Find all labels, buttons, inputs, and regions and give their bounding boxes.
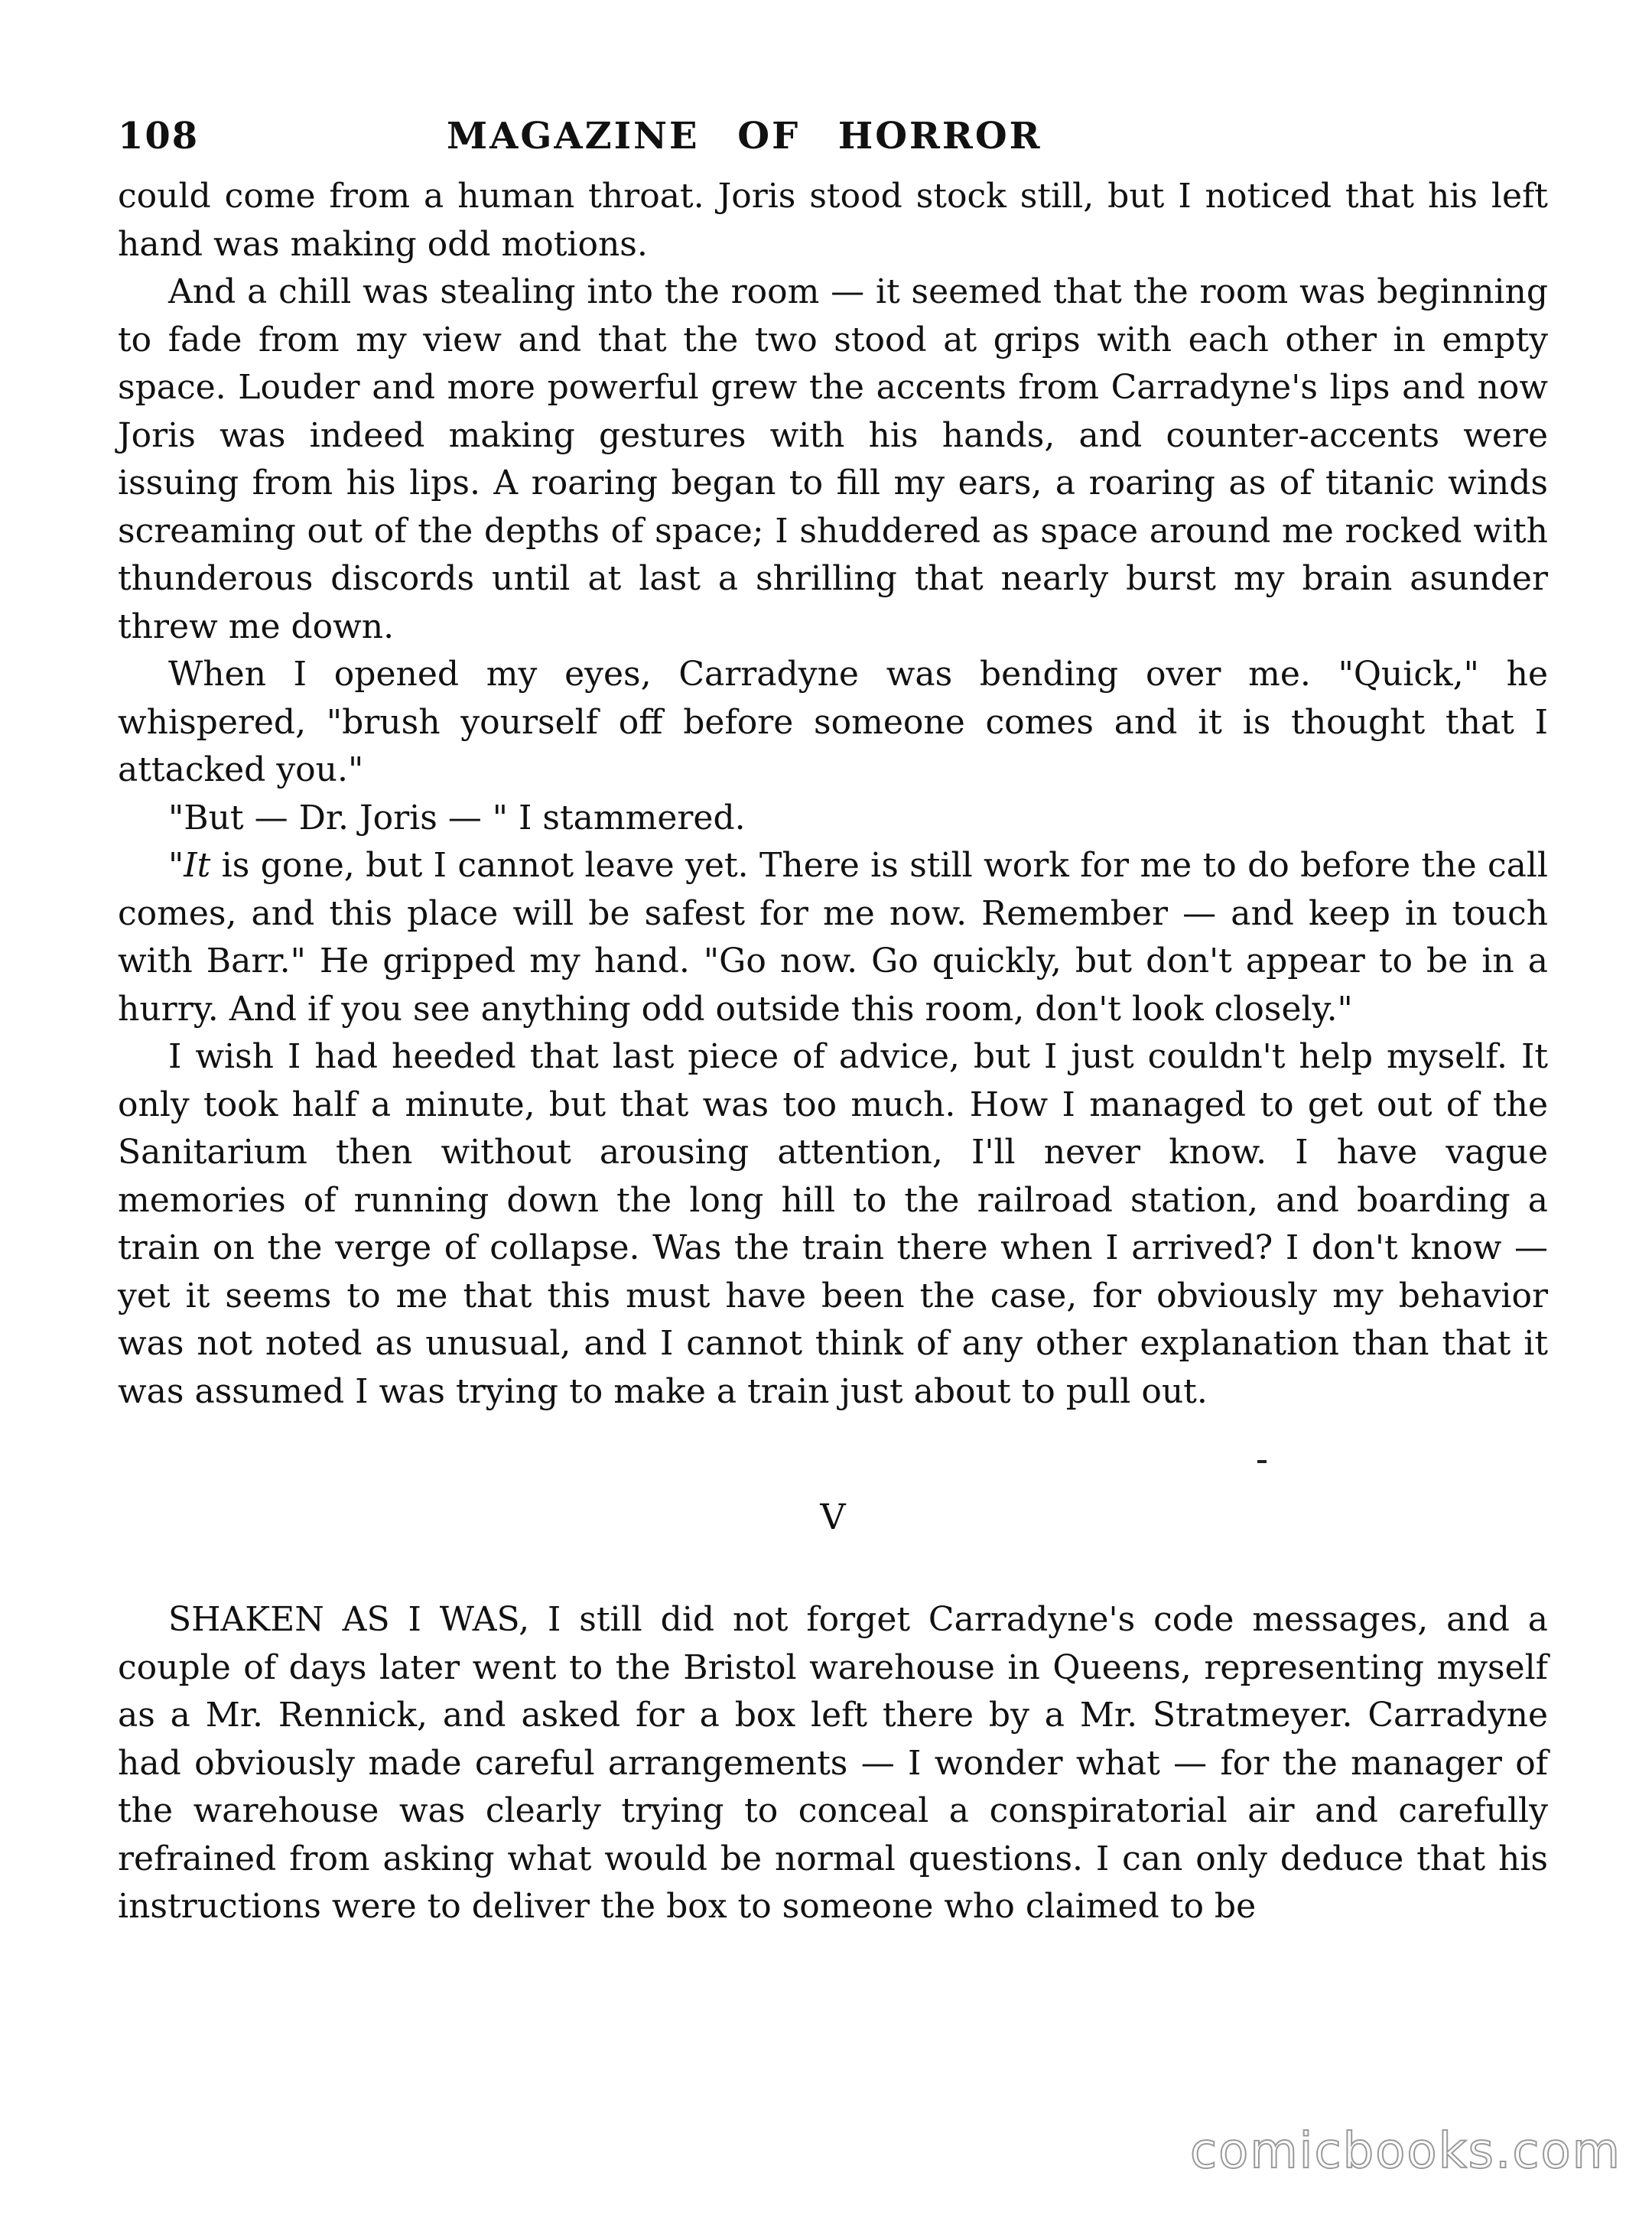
- paragraph-2: And a chill was stealing into the room — it seemed that the room was beginning to fade from my view and that the two stood at grips with each other in empty space. Louder and more powerful grew the accents from Carradyne's lips and now Joris was indeed making gestures with his hands, and counter-accents were issuing from his lips. A roaring began to fill my ears, a roaring as of titanic winds screaming out of the depths of space; I shuddered as space around me rocked with thunderous discords until at last a shrilling that nearly burst my brain asunder threw me down.: [118, 272, 1548, 646]
- book-page: [118, 115, 1548, 1931]
- paragraph-5: [118, 842, 1548, 1033]
- body-text: [118, 173, 1548, 1931]
- section-numeral: V: [820, 1496, 846, 1537]
- section-heading: [118, 1494, 1548, 1556]
- paragraph-1: could come from a human throat. Joris stood stock still, but I noticed that his left hand was making odd motions.: [118, 177, 1548, 264]
- running-head: [118, 115, 1548, 173]
- section-mark: [1257, 1460, 1267, 1463]
- paragraph-5-text: is gone, but I cannot leave yet. There is still work for me to do before the call comes, and this place will be safest for me now. Remember — and keep in touch with Barr." He gripped my hand. "Go now. Go quickly, but don't appear to be in a hurry. And if you see anything odd outside this room, don't look closely.": [118, 846, 1548, 1029]
- magazine-title: MAGAZINE OF HORROR: [447, 115, 1042, 158]
- paragraph-7: SHAKEN AS I WAS, I still did not forget Carradyne's code messages, and a couple of days later went to the Bristol warehouse in Queens, representing myself as a Mr. Rennick, and asked for a box left there by a Mr. Stratmeyer. Carradyne had obviously made careful arrangements — I wonder what — for the manager of the warehouse was clearly trying to conceal a conspiratorial air and carefully refrained from asking what would be normal questions. I can only deduce that his instructions were to deliver the box to someone who claimed to be: [118, 1600, 1548, 1926]
- paragraph-3: When I opened my eyes, Carradyne was bending over me. "Quick," he whispered, "brush yourself off before someone comes and it is thought that I attacked you.": [118, 655, 1548, 789]
- watermark-logo: comicbooks.com: [1189, 2123, 1621, 2180]
- paragraph-6: I wish I had heeded that last piece of advice, but I just couldn't help myself. It only took half a minute, but that was too much. How I managed to get out of the Sanitarium then without arousing attention, I'll never know. I have vague memories of running down the long hill to the railroad station, and boarding a train on the verge of collapse. Was the train there when I arrived? I don't know — yet it seems to me that this must have been the case, for obviously my behavior was not noted as unusual, and I cannot think of any other explanation than that it was assumed I was trying to make a train just about to pull out.: [118, 1037, 1548, 1411]
- post-section-gap: [118, 1556, 1548, 1596]
- paragraph-4: "But — Dr. Joris — " I stammered.: [168, 798, 746, 837]
- page-number: 108: [118, 115, 200, 158]
- italic-word: "It: [168, 846, 211, 885]
- section-gap: [118, 1416, 1548, 1494]
